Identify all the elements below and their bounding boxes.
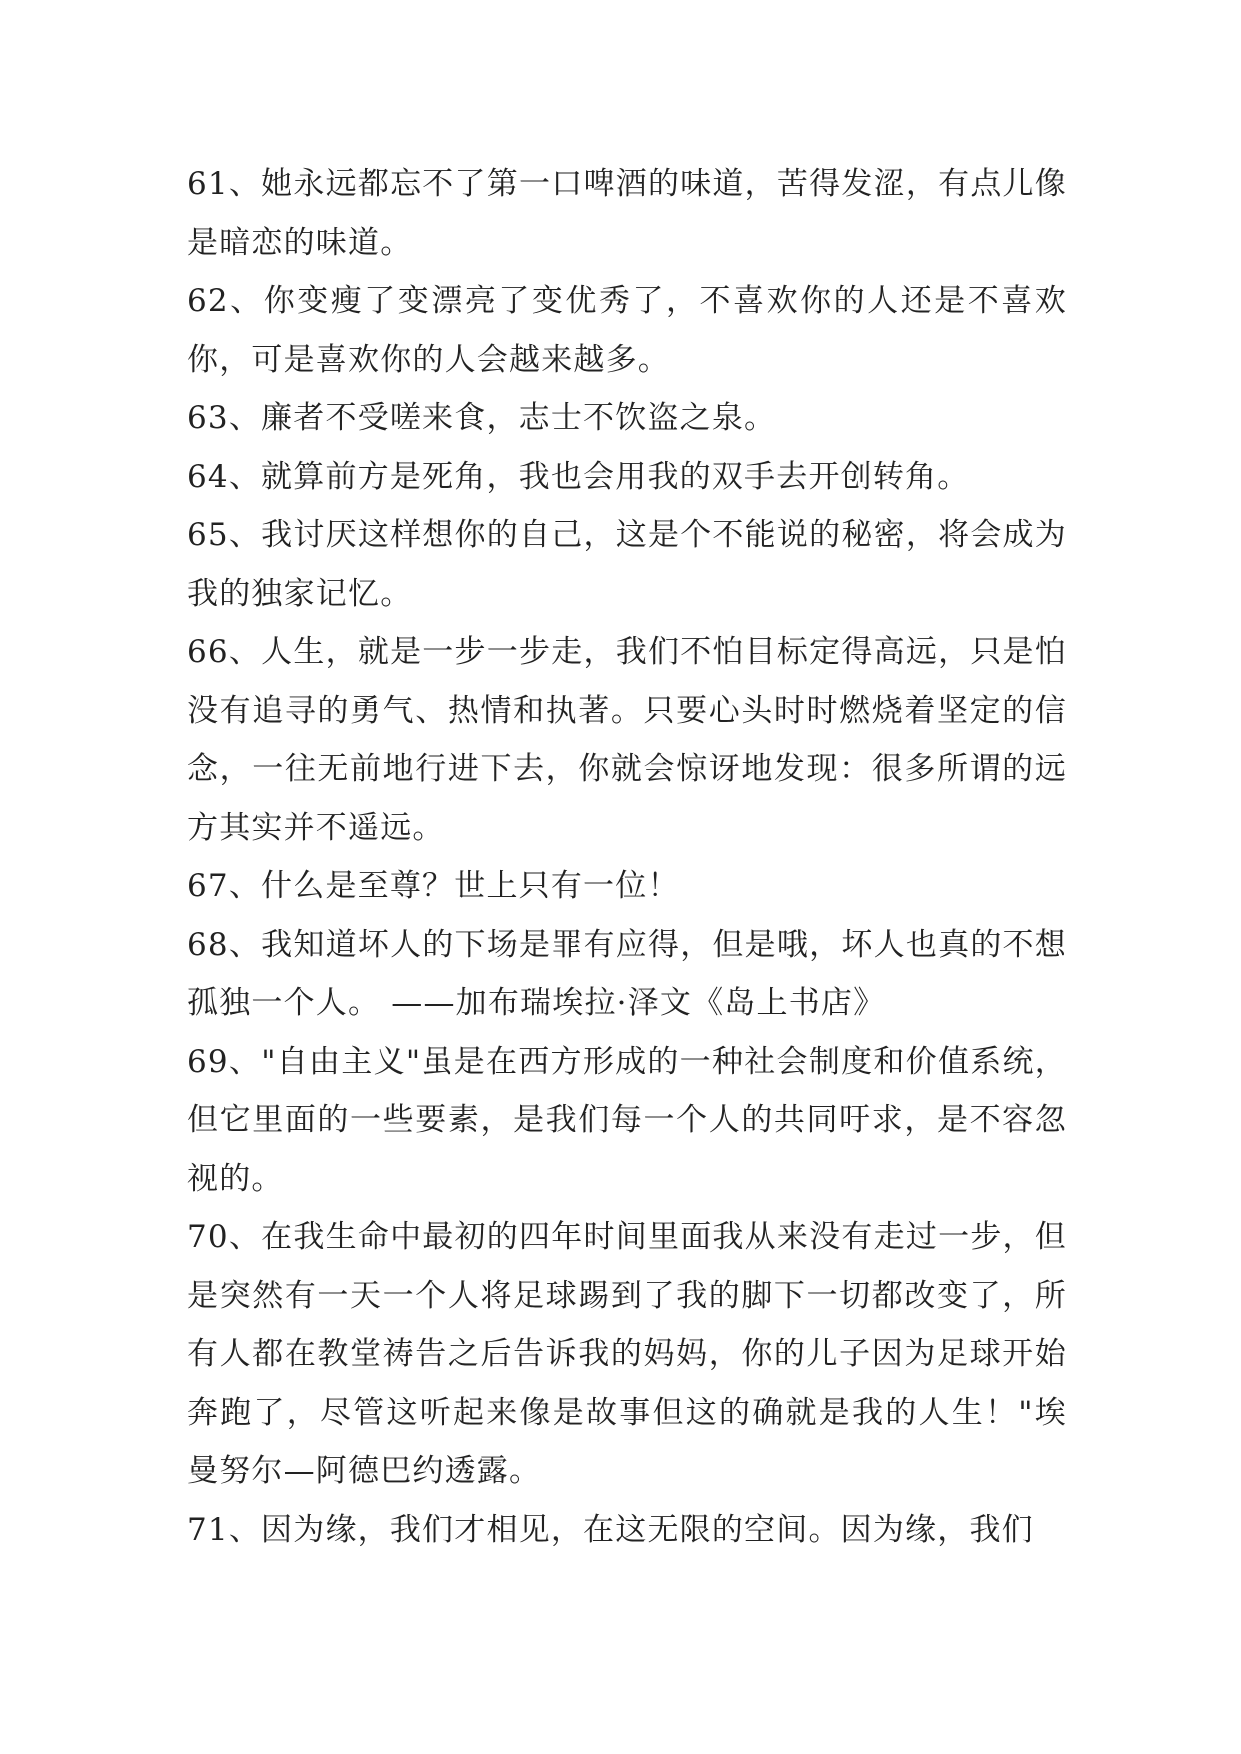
paragraph-64: 64、就算前方是死角，我也会用我的双手去开创转角。 [187, 458, 970, 495]
paragraph-71: 71、因为缘，我们才相见，在这无限的空间。因为缘，我们 [187, 1511, 1034, 1548]
paragraph-68: 68、我知道坏人的下场是罪有应得，但是哦，坏人也真的不想孤独一个人。 ——加布瑞埃拉·泽文《岛上书店》 [187, 926, 1067, 1021]
paragraph-61: 61、她永远都忘不了第一口啤酒的味道，苦得发涩，有点儿像是暗恋的味道。 [187, 166, 1067, 261]
paragraph-62: 62、你变瘦了变漂亮了变优秀了，不喜欢你的人还是不喜欢你，可是喜欢你的人会越来越多。 [187, 283, 1067, 378]
paragraph-65: 65、我讨厌这样想你的自己，这是个不能说的秘密，将会成为我的独家记忆。 [187, 517, 1067, 612]
document-body [187, 155, 1067, 1559]
paragraph-69: 69、"自由主义"虽是在西方形成的一种社会制度和价值系统，但它里面的一些要素，是我们每一个人的共同吁求，是不容忽视的。 [187, 1043, 1067, 1197]
paragraph-66: 66、人生，就是一步一步走，我们不怕目标定得高远，只是怕没有追寻的勇气、热情和执著。只要心头时时燃烧着坚定的信念，一往无前地行进下去，你就会惊讶地发现：很多所谓的远方其实并不遥远。 [187, 634, 1067, 846]
paragraph-70: 70、在我生命中最初的四年时间里面我从来没有走过一步，但是突然有一天一个人将足球踢到了我的脚下一切都改变了，所有人都在教堂祷告之后告诉我的妈妈，你的儿子因为足球开始奔跑了，尽管这听起来像是故事但这的确就是我的人生！"埃曼努尔—阿德巴约透露。 [187, 1219, 1067, 1489]
paragraph-63: 63、廉者不受嗟来食，志士不饮盗之泉。 [187, 400, 777, 436]
paragraph-67: 67、什么是至尊？世上只有一位！ [187, 868, 680, 904]
